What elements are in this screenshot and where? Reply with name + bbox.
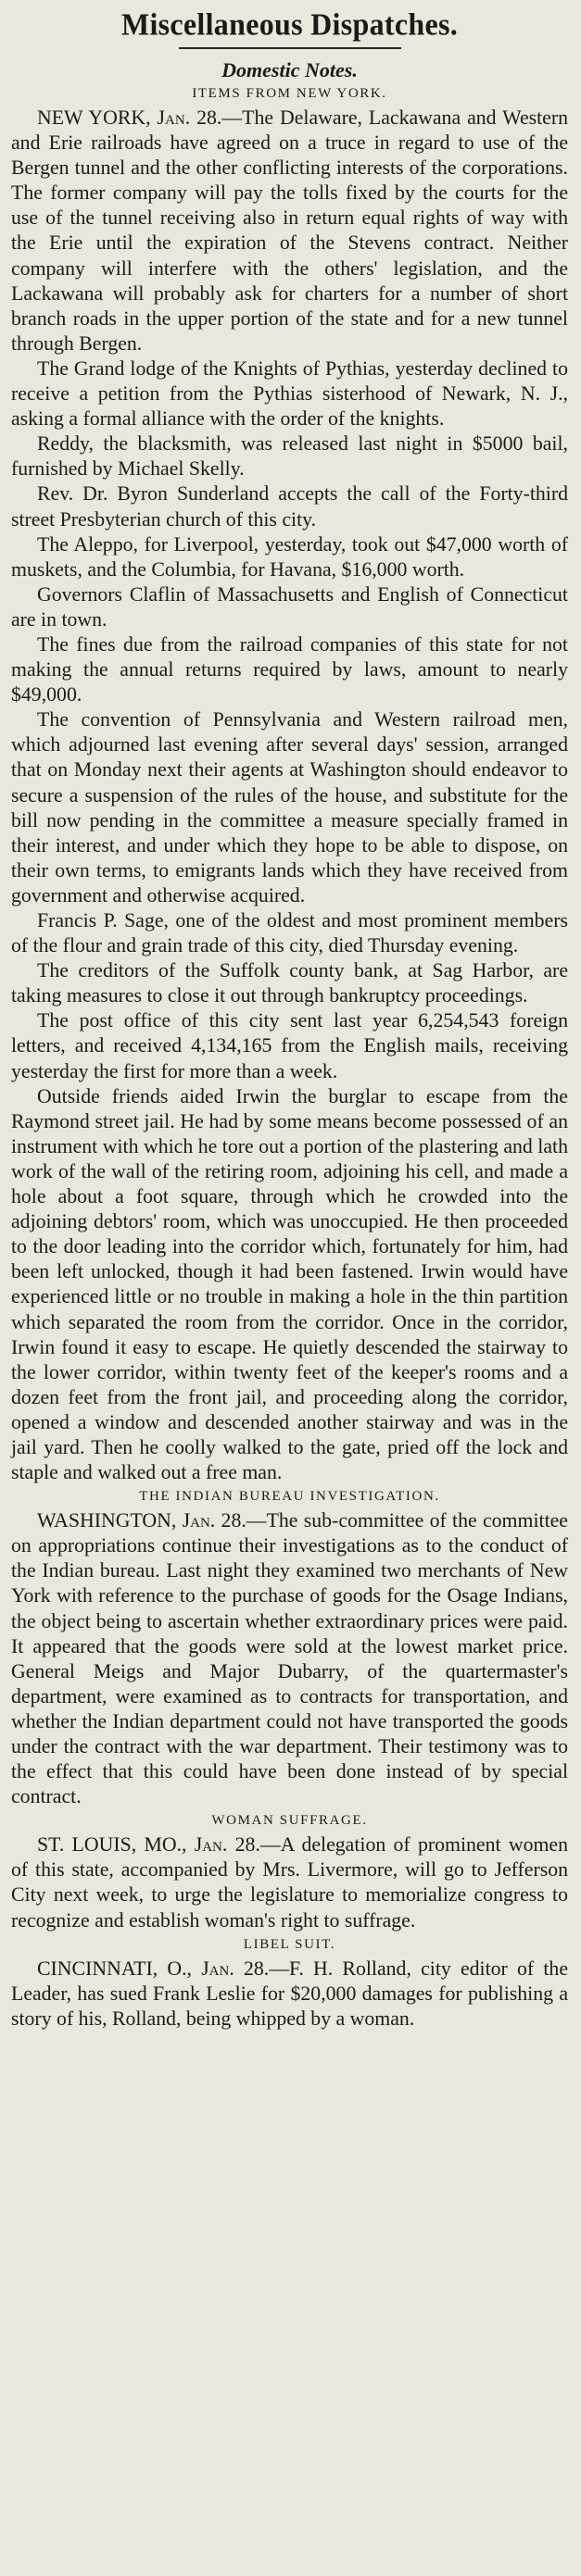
section-heading-new-york: ITEMS FROM NEW YORK. xyxy=(192,86,387,101)
dateline: NEW YORK, Jan. 28. xyxy=(37,106,222,129)
section-heading-woman-suffrage: WOMAN SUFFRAGE. xyxy=(211,1813,368,1829)
article-paragraph xyxy=(11,632,568,707)
article-paragraph xyxy=(11,481,568,531)
paragraph-text: Francis P. Sage, one of the oldest and most prominent members of the flour and grain trade of this city, died Thursday evening. xyxy=(11,909,568,957)
paragraph-text: The convention of Pennsylvania and Western railroad men, which adjourned last evening after several days' session, arranged that on Monday next their agents at Washington should endeavor to secure a suspension of the rules of the house, and substitute for the bill now pending in the committee a measure specially framed in their interest, and under which they hope to be able to dispose, on their own terms, to emigrants lands which they have received from government and otherwise acquired. xyxy=(11,708,568,907)
article-paragraph xyxy=(11,1084,568,1486)
paragraph-text: Outside friends aided Irwin the burglar to escape from the Raymond street jail. He had by some means become possessed of an instrument with which he tore out a portion of the plastering and lath work of the wall of the retiring room, adjoining his cell, and made a hole about a foot square, through which he crowded into the adjoining debtors' room, which was unoccupied. He then proceeded to the door leading into the corridor which, fortunately for him, had been left unlocked, though it had been fastened. Irwin would have experienced little or no trouble in making a hole in the thin partition which separated the room from the corridor. Once in the corridor, Irwin found it easy to escape. He quietly descended the stairway to the lower corridor, within twenty feet of the keeper's rooms and a dozen feet from the front jail, and proceeding along the corridor, opened a window and descended another stairway and was in the jail yard. Then he coolly walked to the gate, pried off the lock and staple and walked out a free man. xyxy=(11,1084,568,1484)
dateline: ST. LOUIS, MO., Jan. 28. xyxy=(37,1833,260,1857)
paragraph-text: The fines due from the railroad companies of this state for not making the annual returns required by laws, amount to nearly $49,000. xyxy=(11,632,568,707)
paragraph-text: Reddy, the blacksmith, was released last night in $5000 bail, furnished by Michael Skelly. xyxy=(11,432,568,481)
paragraph-text: —The Delaware, Lackawana and Western and Erie railroads have agreed on a truce in regard to use of the Bergen tunnel and the other conflicting interests of the corporations. The former company will pay the tolls fixed by the courts for the use of the tunnel receiving also in return equal rights of way with the Erie until the expiration of the Stevens contract. Neither company will interfere with the others' legislation, and the Lackawana will probably ask for charters for a number of short branch roads in the upper portion of the state and for a new tunnel through Bergen. xyxy=(11,106,568,355)
article-paragraph xyxy=(11,582,568,632)
paragraph-text: Rev. Dr. Byron Sunderland accepts the call of the Forty-third street Presbyterian church of this city. xyxy=(11,482,568,531)
article-paragraph xyxy=(11,1508,568,1809)
paragraph-text: The creditors of the Suffolk county bank, at Sag Harbor, are taking measures to close it out through bankruptcy proceedings. xyxy=(11,959,568,1007)
article-paragraph xyxy=(11,707,568,908)
paragraph-text: The post office of this city sent last year 6,254,543 foreign letters, and received 4,134,165 from the English mails, receiving yesterday the first for more than a week. xyxy=(11,1009,568,1082)
section-subtitle: Domestic Notes. xyxy=(221,58,358,81)
article-paragraph xyxy=(11,431,568,481)
article-paragraph xyxy=(11,1832,568,1932)
section-heading-libel-suit: LIBEL SUIT. xyxy=(243,1936,336,1952)
title-rule xyxy=(179,47,401,49)
page-title: Miscellaneous Dispatches. xyxy=(120,6,459,42)
article-paragraph xyxy=(11,1957,568,2032)
article-paragraph xyxy=(11,532,568,582)
paragraph-text: —The sub-committee of the committee on appropriations continue their investigations as to the conduct of the Indian bureau. Last night they examined two merchants of New York with reference to the purchase of goods for the Osage Indians, the object being to ascertain whether extraordinary prices were paid. It appeared that the goods were sold at the lowest market price. General Meigs and Major Dubarry, of the quartermaster's department, were examined as to contracts for transportation, and whether the Indian department could not have transported the goods under the contract with the war department. Their testimony was to the effect that this could have been done instead of by special contract. xyxy=(11,1509,568,1808)
article-paragraph xyxy=(11,1008,568,1083)
paragraph-text: The Aleppo, for Liverpool, yesterday, took out $47,000 worth of muskets, and the Columbia, for Havana, $16,000 worth. xyxy=(11,532,568,581)
paragraph-text: Governors Claflin of Massachusetts and English of Connecticut are in town. xyxy=(11,582,568,631)
article-paragraph xyxy=(11,356,568,431)
article-paragraph xyxy=(11,908,568,958)
paragraph-text: —A delegation of prominent women of this state, accompanied by Mrs. Livermore, will go to Jefferson City next week, to urge the legislature to memorialize congress to recognize and establish woman's right to suffrage. xyxy=(11,1833,568,1932)
section-heading-indian-bureau: THE INDIAN BUREAU INVESTIGATION. xyxy=(139,1489,440,1505)
article-paragraph xyxy=(11,106,568,356)
dateline: CINCINNATI, O., Jan. 28. xyxy=(37,1957,270,1980)
dateline: WASHINGTON, Jan. 28. xyxy=(37,1509,246,1532)
paragraph-text: The Grand lodge of the Knights of Pythias, yesterday declined to receive a petition from the Pythias sisterhood of Newark, N. J., asking a formal alliance with the order of the knights. xyxy=(11,356,568,431)
paragraph-text: —F. H. Rolland, city editor of the Leader, has sued Frank Leslie for $20,000 damages for publishing a story of his, Rolland, being whipped by a woman. xyxy=(11,1957,568,2030)
article-paragraph xyxy=(11,958,568,1008)
